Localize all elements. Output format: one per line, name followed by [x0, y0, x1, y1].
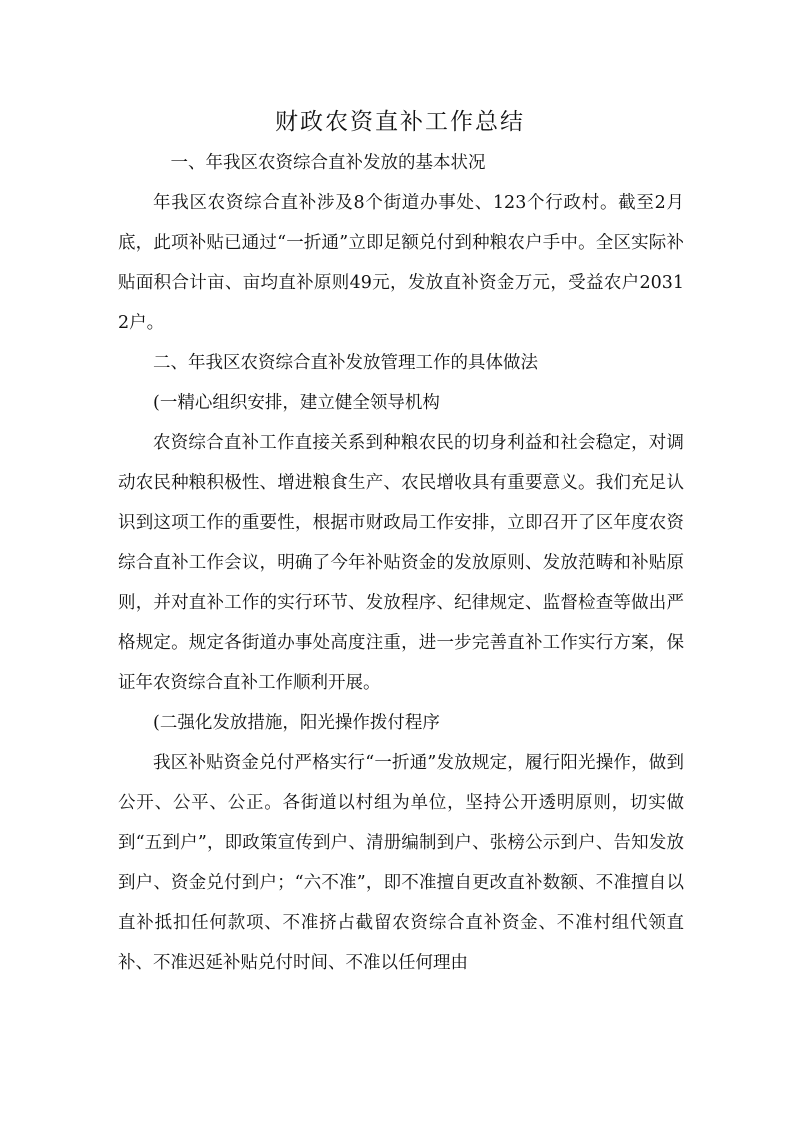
paragraph-disbursement: 我区补贴资金兑付严格实行“一折通”发放规定，履行阳光操作，做到公开、公平、公正。各街道以村组为单位，坚持公开透明原则，切实做到“五到户”，即政策宣传到户、清册编制到户、张榜公示到户、告知发放到户、资金兑付到户；“六不准”，即不准擅自更改直补数额、不准擅自以直补抵扣任何款项、不准挤占截留农资综合直补资金、不准村组代领直补、不准迟延补贴兑付时间、不准以任何理由 — [118, 753, 684, 973]
paragraph-organization: 农资综合直补工作直接关系到种粮农民的切身利益和社会稳定，对调动农民种粮积极性、增进粮食生产、农民增收具有重要意义。我们充足认识到这项工作的重要性，根据市财政局工作安排，立即召开了区年度农资综合直补工作会议，明确了今年补贴资金的发放原则、发放范畴和补贴原则，并对直补工作的实行环节、发放程序、纪律规定、监督检查等做出严格规定。规定各街道办事处高度注重，进一步完善直补工作实行方案，保证年农资综合直补工作顺利开展。 — [118, 433, 684, 693]
paragraph-basic-status: 年我区农资综合直补涉及8个街道办事处、123个行政村。截至2月底，此项补贴已通过“一折通”立即足额兑付到种粮农户手中。全区实际补贴面积合计亩、亩均直补原则49元，发放直补资金万元，受益农户20312户。 — [118, 193, 684, 333]
document-title: 财政农资直补工作总结 — [275, 109, 525, 135]
subsection-heading-2: (二强化发放措施，阳光操作拨付程序 — [153, 713, 440, 733]
document-body — [118, 143, 684, 983]
section-heading-1: 一、年我区农资综合直补发放的基本状况 — [170, 153, 486, 173]
subsection-heading-1: (一精心组织安排，建立健全领导机构 — [153, 393, 440, 413]
section-heading-2: 二、年我区农资综合直补发放管理工作的具体做法 — [153, 353, 538, 373]
